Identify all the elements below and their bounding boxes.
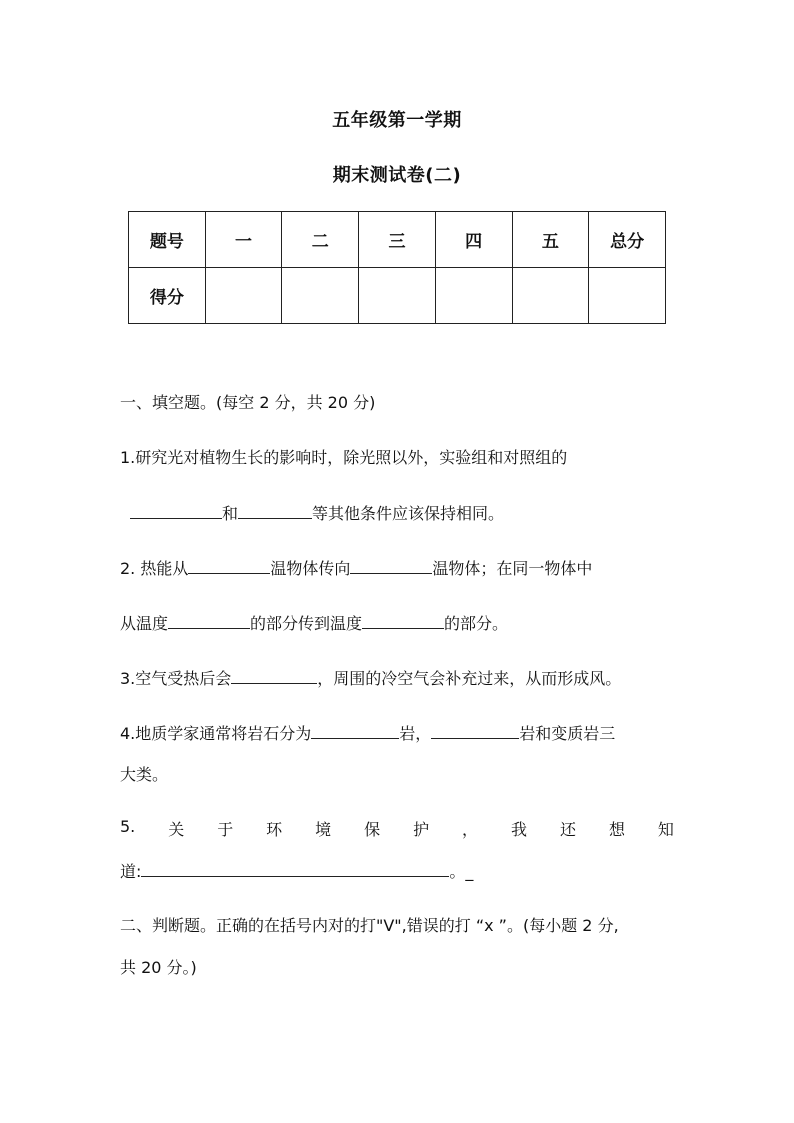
question-char: 我 [511, 820, 528, 839]
header-cell: 一 [205, 212, 282, 268]
question-text: 3.空气受热后会 [120, 669, 232, 688]
question-text: 温物体传向 [270, 559, 351, 578]
score-cell[interactable] [359, 268, 436, 324]
question-text: 的部分。 [444, 614, 509, 633]
score-cell[interactable] [589, 268, 666, 324]
score-cell[interactable] [512, 268, 589, 324]
question-char: 知 [657, 820, 674, 839]
question-char: 于 [217, 820, 234, 839]
section2-heading-line1: 二、判断题。正确的在括号内对的打"V",错误的打 “x ”。(每小题 2 分, [120, 916, 619, 935]
section1-heading: 一、填空题。(每空 2 分，共 20 分) [120, 393, 376, 412]
header-cell: 题号 [129, 212, 206, 268]
question-1-line2 [130, 500, 504, 524]
page-title: 五年级第一学期 [332, 110, 462, 131]
answer-blank[interactable] [130, 500, 222, 519]
question-text: 温物体；在同一物体中 [432, 559, 593, 578]
question-text: ，周围的冷空气会补充过来，从而形成风。 [317, 669, 622, 688]
question-char: 5. [120, 817, 136, 836]
question-text: 。_ [449, 862, 474, 881]
answer-blank[interactable] [350, 555, 432, 574]
answer-blank[interactable] [141, 858, 449, 877]
question-text: 岩和变质岩三 [519, 724, 616, 743]
answer-blank[interactable] [188, 555, 270, 574]
question-1-line1: 1.研究光对植物生长的影响时，除光照以外，实验组和对照组的 [120, 448, 568, 467]
question-5-line2 [120, 858, 473, 882]
section2-heading-line2: 共 20 分。) [120, 958, 197, 977]
question-char: 护 [413, 820, 430, 839]
score-table-score-row [129, 268, 666, 324]
question-text: 的部分传到温度 [250, 614, 363, 633]
question-text: 4.地质学家通常将岩石分为 [120, 724, 312, 743]
answer-blank[interactable] [231, 665, 317, 684]
answer-blank[interactable] [238, 500, 312, 519]
question-char: 还 [559, 820, 576, 839]
score-cell[interactable] [282, 268, 359, 324]
question-text: 道: [120, 862, 142, 881]
header-cell: 总分 [589, 212, 666, 268]
question-text: 等其他条件应该保持相同。 [312, 504, 505, 523]
question-text: 岩， [399, 724, 432, 743]
row-label-cell: 得分 [129, 268, 206, 324]
question-text: 从温度 [120, 614, 169, 633]
question-4-line2: 大类。 [120, 765, 169, 784]
question-2-line1 [120, 555, 592, 579]
header-cell: 三 [359, 212, 436, 268]
header-cell: 四 [435, 212, 512, 268]
question-char: 境 [315, 820, 332, 839]
score-table [128, 211, 666, 324]
question-2-line2 [120, 610, 508, 634]
question-char: 保 [364, 820, 381, 839]
question-4-line1 [120, 720, 615, 744]
score-cell[interactable] [205, 268, 282, 324]
question-text: 和 [222, 504, 239, 523]
question-text: 2. 热能从 [120, 559, 189, 578]
answer-blank[interactable] [168, 610, 250, 629]
answer-blank[interactable] [431, 720, 519, 739]
question-3 [120, 665, 621, 689]
answer-blank[interactable] [311, 720, 399, 739]
question-char: 环 [266, 820, 283, 839]
question-5-line1 [120, 817, 674, 840]
score-cell[interactable] [435, 268, 512, 324]
question-char: 想 [608, 820, 625, 839]
score-table-header-row [129, 212, 666, 268]
page-subtitle: 期末测试卷(二) [332, 165, 462, 186]
question-char: 关 [168, 820, 185, 839]
header-cell: 五 [512, 212, 589, 268]
header-cell: 二 [282, 212, 359, 268]
answer-blank[interactable] [362, 610, 444, 629]
question-char: ， [462, 820, 479, 839]
